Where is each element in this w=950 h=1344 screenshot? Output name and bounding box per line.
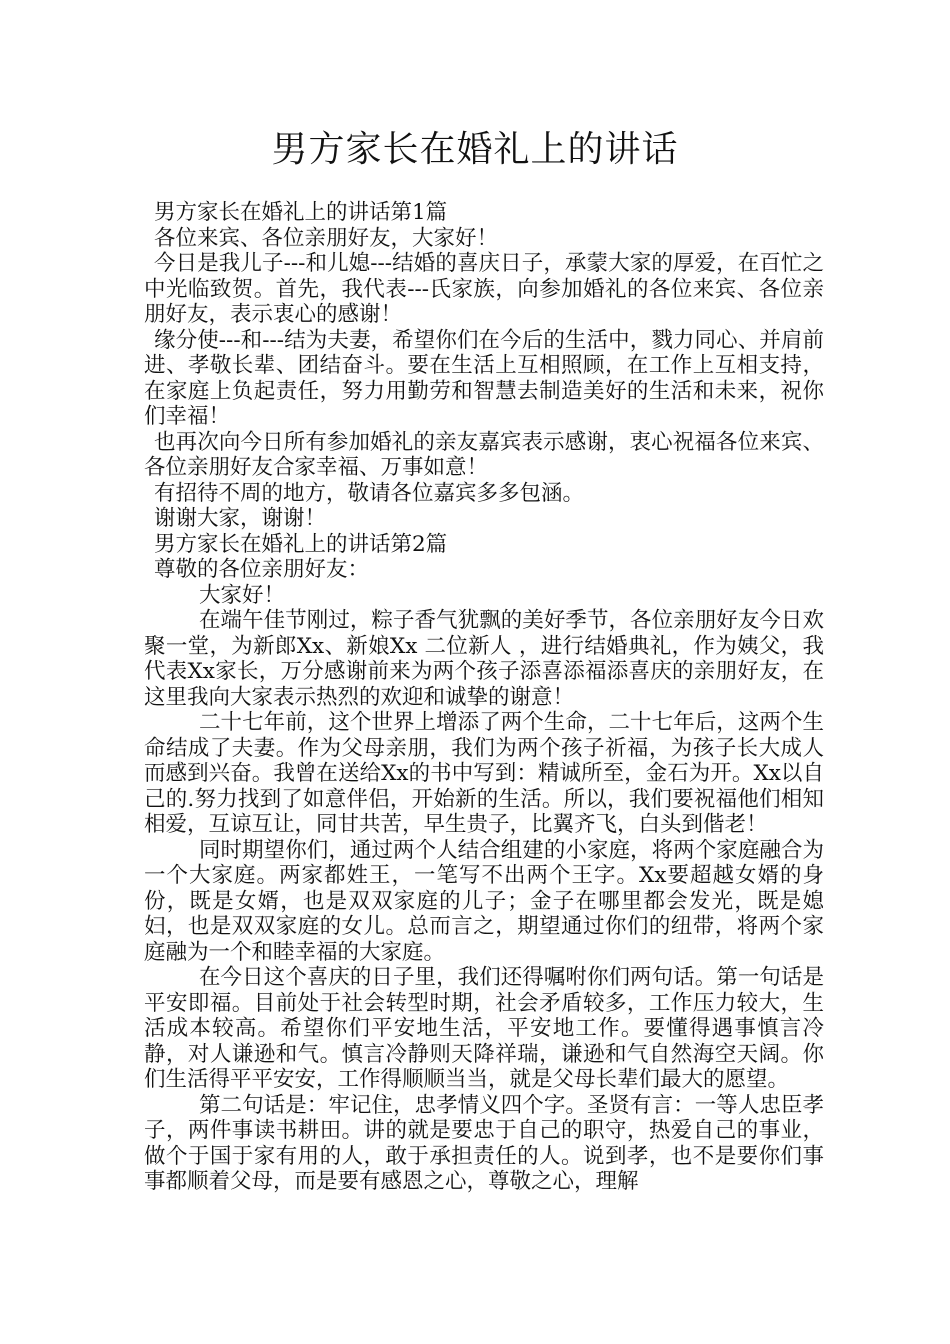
paragraph: 大家好！ [199,582,286,608]
paragraph: 也再次向今日所有参加婚礼的亲友嘉宾表示感谢，衷心祝福各位来宾、各位亲朋好友合家幸福、万事如意！ [144,429,824,480]
paragraph: 在端午佳节刚过，粽子香气犹飘的美好季节，各位亲朋好友今日欢聚一堂，为新郎Xx、新娘Xx 二位新人 ，进行结婚典礼，作为姨父，我代表Xx家长，万分感谢前来为两个孩子添喜添福添喜庆的亲朋好友，在这里我向大家表示热烈的欢迎和诚挚的谢意！ [144,608,824,710]
paragraph: 二十七年前，这个世界上增添了两个生命，二十七年后，这两个生命结成了夫妻。作为父母亲朋，我们为两个孩子祈福，为孩子长大成人而感到兴奋。我曾在送给Xx的书中写到：精诚所至，金石为开。Xx以自己的.努力找到了如意伴侣，开始新的生活。所以，我们要祝福他们相知相爱，互谅互让，同甘共苦，早生贵子，比翼齐飞，白头到偕老！ [144,710,824,837]
paragraph: 尊敬的各位亲朋好友： [154,557,370,582]
paragraph: 各位来宾、各位亲朋好友，大家好！ [154,225,499,251]
section-heading: 男方家长在婚礼上的讲话第1篇 [154,200,448,225]
paragraph: 有招待不周的地方，敬请各位嘉宾多多包涵。 [154,480,585,506]
section-heading: 男方家长在婚礼上的讲话第2篇 [154,531,448,557]
paragraph: 谢谢大家，谢谢！ [154,506,327,531]
document-title: 男方家长在婚礼上的讲话 [271,129,679,170]
paragraph: 今日是我儿子---和儿媳---结婚的喜庆日子，承蒙大家的厚爱，在百忙之中光临致贺。首先，我代表---氏家族，向参加婚礼的各位来宾、各位亲朋好友，表示衷心的感谢！ [144,251,824,327]
paragraph: 在今日这个喜庆的日子里，我们还得嘱咐你们两句话。第一句话是平安即福。目前处于社会转型时期，社会矛盾较多，工作压力较大，生活成本较高。希望你们平安地生活，平安地工作。要懂得遇事慎言冷静，对人谦逊和气。慎言冷静则天降祥瑞，谦逊和气自然海空天阔。你们生活得平平安安，工作得顺顺当当，就是父母长辈们最大的愿望。 [144,965,824,1092]
paragraph: 第二句话是：牢记住，忠孝情义四个字。圣贤有言：一等人忠臣孝子，两件事读书耕田。讲的就是要忠于自己的职守，热爱自己的事业，做个于国于家有用的人，敢于承担责任的人。说到孝，也不是要你们事事都顺着父母，而是要有感恩之心，尊敬之心，理解 [144,1092,824,1194]
document-body [144,200,824,1195]
paragraph: 同时期望你们，通过两个人结合组建的小家庭，将两个家庭融合为一个大家庭。两家都姓王，一笔写不出两个王字。Xx要超越女婿的身份，既是女婿，也是双双家庭的儿子；金子在哪里都会发光，既是媳妇，也是双双家庭的女儿。总而言之，期望通过你们的纽带，将两个家庭融为一个和睦幸福的大家庭。 [144,837,824,965]
paragraph: 缘分使---和---结为夫妻，希望你们在今后的生活中，戮力同心、并肩前进、孝敬长辈、团结奋斗。要在生活上互相照顾，在工作上互相支持，在家庭上负起责任，努力用勤劳和智慧去制造美好的生活和未来，祝你们幸福！ [144,327,824,429]
